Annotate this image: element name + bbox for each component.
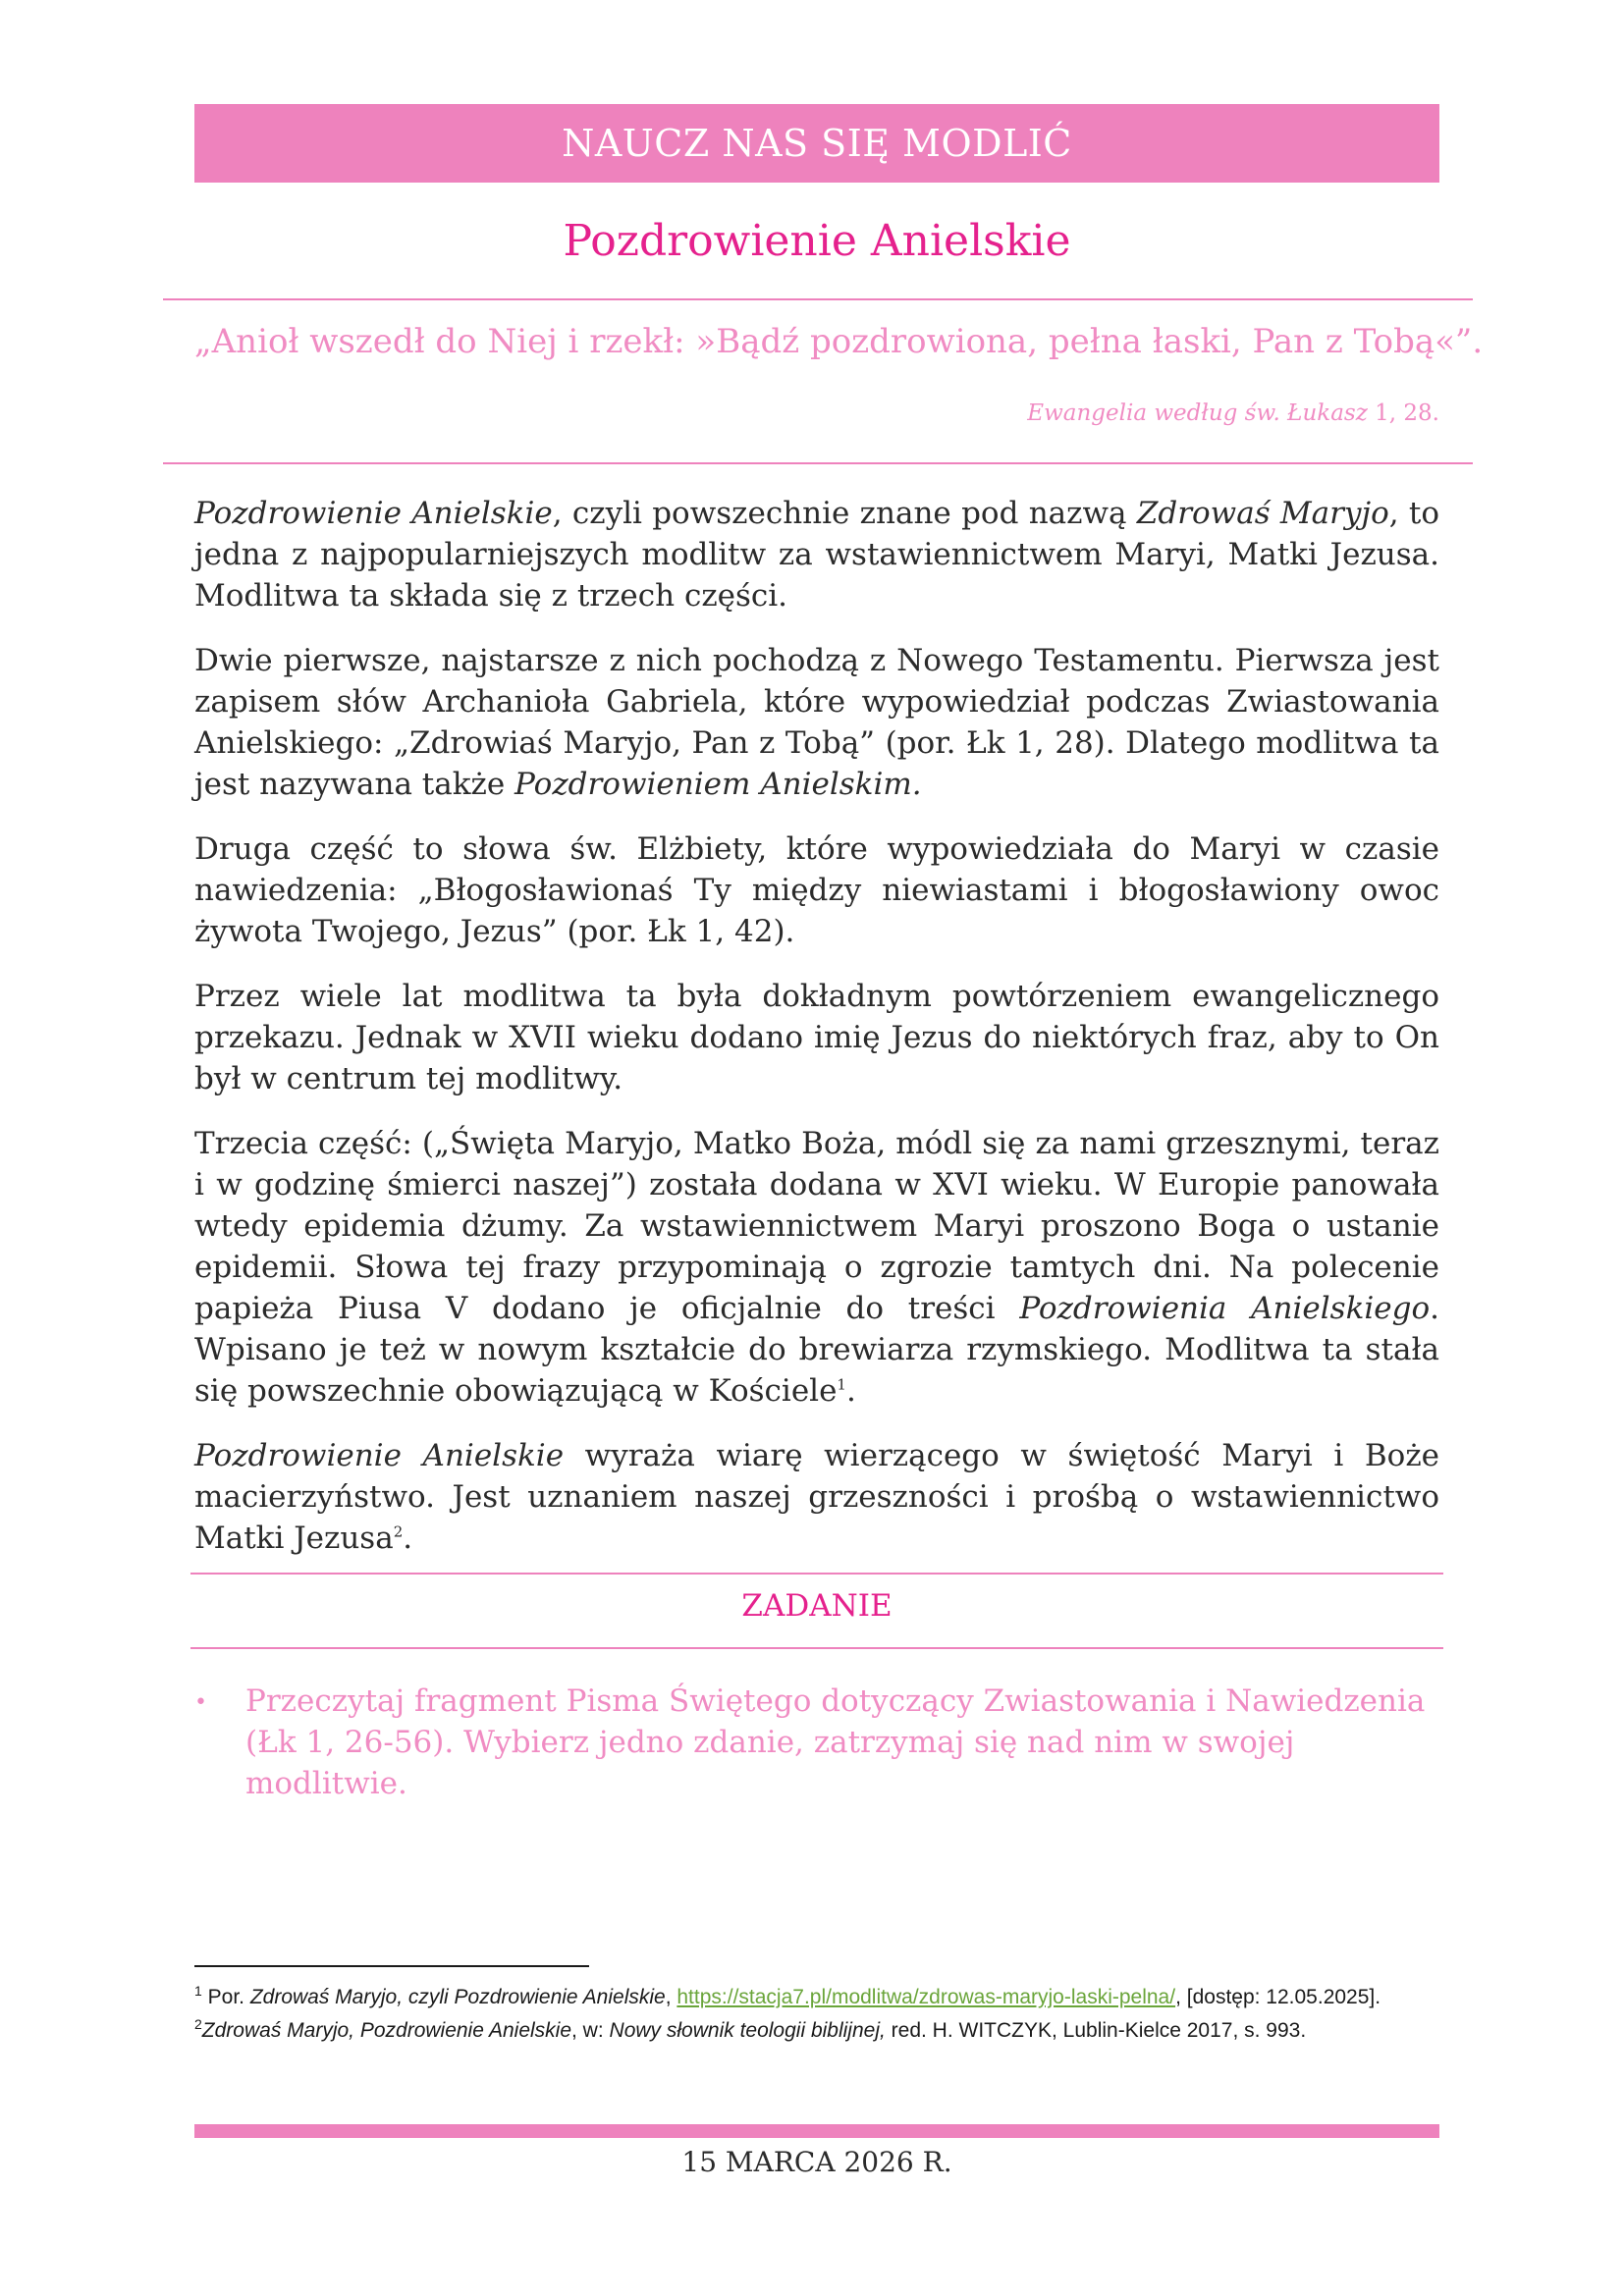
text-run: . Wpisano je też w nowym kształcie do brewiarza rzymskiego. Modlitwa ta stała się powszechnie obowiązującą w Kościele xyxy=(194,1291,1439,1409)
footnotes xyxy=(194,1981,1439,2048)
footnote-link[interactable]: https://stacja7.pl/modlitwa/zdrowas-maryjo-laski-pelna/ xyxy=(677,1986,1176,2008)
italic-term: Pozdrowieniem Anielskim. xyxy=(514,767,922,802)
source-reference: 1, 28. xyxy=(1367,400,1439,426)
footnote-2 xyxy=(194,2014,1439,2048)
text-run: Por. xyxy=(201,1986,250,2008)
footnote-number: 1 xyxy=(194,1983,202,1999)
source-book: Ewangelia według św. Łukasz xyxy=(1027,400,1368,426)
footnote-ref-2[interactable]: 2 xyxy=(393,1522,404,1541)
footnote-1 xyxy=(194,1981,1439,2014)
footnote-ref-1[interactable]: 1 xyxy=(837,1375,846,1394)
paragraph-3: Druga część to słowa św. Elżbiety, które wypowiedziała do Maryi w czasie nawiedzenia: „Błogosławionaś Ty między niewiastami i błogosławiony owoc żywota Twojego, Jezus” (por. Łk 1, 42). xyxy=(194,831,1439,949)
paragraph-2 xyxy=(194,640,1439,805)
footnote-separator xyxy=(194,1965,589,1967)
scripture-quote: „Anioł wszedł do Niej i rzekł: »Bądź pozdrowiona, pełna łaski, Pan z Tobą«”. xyxy=(194,322,1484,361)
text-run: red. H. WITCZYK, Lublin-Kielce 2017, s. 993. xyxy=(885,2019,1307,2042)
task-bottom-divider xyxy=(190,1647,1443,1649)
task-item xyxy=(194,1681,1439,1804)
scripture-source xyxy=(194,400,1439,426)
text-run: , w: xyxy=(571,2019,610,2042)
italic-term: Zdrowaś Maryjo, czyli Pozdrowienie Anielskie xyxy=(249,1986,666,2008)
text-run: , czyli powszechnie znane pod nazwą xyxy=(552,496,1137,531)
text-run: Trzecia część: („Święta Maryjo, Matko Boża, módl się za nami grzesznymi, teraz i w godzinę śmierci naszej”) została dodana w XVI wieku. W Europie panowała wtedy epidemia dżumy. Za wstawiennictwem Maryi proszono Boga o ustanie epidemii. Słowa tej frazy przypominają o zgrozie tamtych dni. Na polecenie papieża Piusa V dodano je oficjalnie do treści xyxy=(194,1126,1439,1326)
text-run: , xyxy=(665,1986,677,2008)
paragraph-4: Przez wiele lat modlitwa ta była dokładnym powtórzeniem ewangelicznego przekazu. Jednak w XVII wieku dodano imię Jezus do niektórych fraz, aby to On był w centrum tej modlitwy. xyxy=(194,979,1439,1096)
footer-bar xyxy=(194,2124,1439,2138)
italic-term: Zdrowaś Maryjo, Pozdrowienie Anielskie xyxy=(201,2019,572,2042)
text-run: wyraża wiarę wierzącego w świętość Maryi i Boże macierzyństwo. Jest uznaniem naszej grzeszności i prośbą o wstawiennictwo Matki Jezusa xyxy=(194,1438,1440,1556)
footnote-number: 2 xyxy=(194,2016,202,2032)
italic-term: Pozdrowienie Anielskie xyxy=(194,496,553,531)
italic-term: Nowy słownik teologii biblijnej, xyxy=(609,2019,886,2042)
paragraph-1 xyxy=(194,493,1439,616)
body-text xyxy=(194,493,1439,1582)
bullet-icon: • xyxy=(194,1690,207,1715)
italic-term: Pozdrowienia Anielskiego xyxy=(1019,1291,1431,1326)
paragraph-5 xyxy=(194,1123,1439,1412)
text-run: . xyxy=(845,1373,856,1409)
quote-bottom-divider xyxy=(163,462,1473,464)
task-label: ZADANIE xyxy=(741,1588,893,1624)
text-run: , [dostęp: 12.05.2025]. xyxy=(1175,1986,1381,2008)
paragraph-6 xyxy=(194,1435,1439,1559)
italic-term: Zdrowaś Maryjo xyxy=(1136,496,1389,531)
task-item-text: Przeczytaj fragment Pisma Świętego dotyczący Zwiastowania i Nawiedzenia (Łk 1, 26-56). Wybierz jedno zdanie, zatrzymaj się nad nim w swojej modlitwie. xyxy=(245,1683,1426,1801)
task-top-divider xyxy=(190,1573,1443,1575)
text-run: . xyxy=(403,1521,413,1556)
page-title: Pozdrowienie Anielskie xyxy=(563,216,1071,266)
footer-date: 15 MARCA 2026 R. xyxy=(681,2146,952,2178)
header-banner-text: NAUCZ NAS SIĘ MODLIĆ xyxy=(562,122,1072,165)
text-run: , to jedna z najpopularniejszych modlitw za wstawiennictwem Maryi, Matki Jezusa. Modlitwa ta składa się z trzech części. xyxy=(194,496,1440,614)
italic-term: Pozdrowienie Anielskie xyxy=(194,1438,565,1473)
quote-top-divider xyxy=(163,298,1473,300)
header-banner xyxy=(194,104,1439,183)
text-run: Dwie pierwsze, najstarsze z nich pochodzą z Nowego Testamentu. Pierwsza jest zapisem słów Archanioła Gabriela, które wypowiedział podczas Zwiastowania Anielskiego: „Zdrowiaś Maryjo, Pan z Tobą” (por. Łk 1, 28). Dlatego modlitwa ta jest nazywana także xyxy=(194,643,1439,802)
